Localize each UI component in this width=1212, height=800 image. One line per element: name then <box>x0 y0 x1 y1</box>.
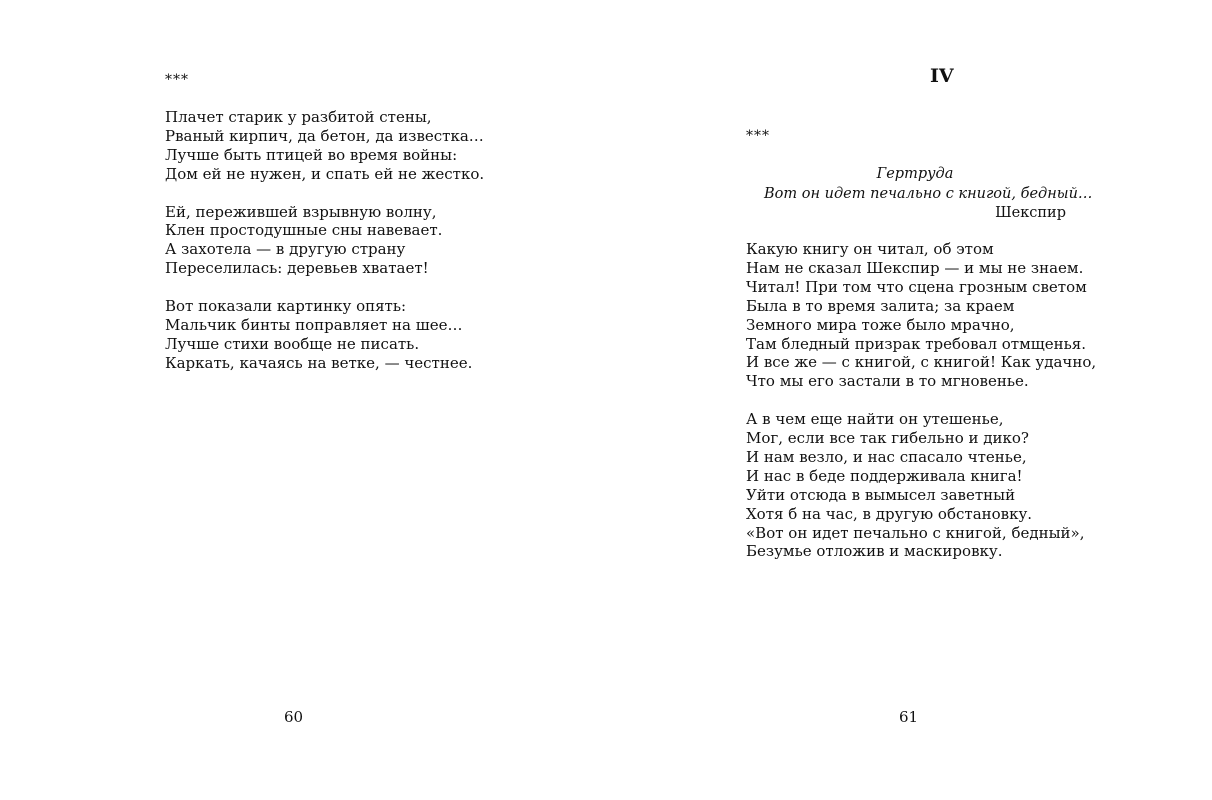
poem <box>165 108 484 373</box>
poem-line: Безумье отложив и маскировку. <box>746 542 1003 561</box>
poem-line: Вот показали картинку опять: <box>165 297 407 316</box>
stanza <box>165 297 484 373</box>
stanza <box>746 410 1096 561</box>
epigraph-quote: Вот он идет печально с книгой, бедный… <box>764 185 1093 202</box>
poem-line: Читал! При том что сцена грозным светом <box>746 277 1087 296</box>
poem-line: Лучше стихи вообще не писать. <box>165 334 420 353</box>
poem-line: Плачет старик у разбитой стены, <box>165 108 432 126</box>
poem-line: Хотя б на час, в другую обстановку. <box>746 504 1033 523</box>
page-number: 61 <box>899 708 919 726</box>
poem-line: Что мы его застали в то мгновенье. <box>746 372 1029 391</box>
stanza <box>746 240 1096 391</box>
poem-line: Клен простодушные сны навевает. <box>165 221 443 240</box>
poem-line: И нам везло, и нас спасало чтенье, <box>746 447 1027 466</box>
poem <box>746 240 1096 561</box>
page-number: 60 <box>284 708 304 726</box>
stanza <box>165 108 484 184</box>
section-separator: *** <box>746 128 770 144</box>
poem-line: Земного мира тоже было мрачно, <box>746 315 1015 334</box>
poem-line: Какую книгу он читал, об этом <box>746 240 994 258</box>
poem-line: Нам не сказал Шекспир — и мы не знаем. <box>746 258 1084 277</box>
poem-line: И нас в беде поддерживала книга! <box>746 466 1023 485</box>
poem-line: А в чем еще найти он утешенье, <box>746 410 1004 429</box>
poem-line: Переселилась: деревьев хватает! <box>165 259 429 278</box>
poem-line: Мог, если все так гибельно и дико? <box>746 429 1029 448</box>
poem-line: Там бледный призрак требовал отмщенья. <box>746 334 1086 353</box>
poem-line: Лучше быть птицей во время войны: <box>165 145 458 164</box>
poem-line: Рваный кирпич, да бетон, да известка… <box>165 126 484 145</box>
epigraph-speaker: Гертруда <box>876 166 954 182</box>
poem-line: Каркать, качаясь на ветке, — честнее. <box>165 353 473 372</box>
section-separator: *** <box>165 72 189 88</box>
epigraph <box>764 165 1093 224</box>
poem-line: Мальчик бинты поправляет на шее… <box>165 315 463 334</box>
poem-line: Была в то время залита; за краем <box>746 296 1015 315</box>
chapter-title: IV <box>930 65 954 87</box>
poem-line: «Вот он идет печально с книгой, бедный», <box>746 523 1085 542</box>
poem-line: А захотела — в другую страну <box>165 240 406 259</box>
poem-line: Дом ей не нужен, и спать ей не жестко. <box>165 164 485 183</box>
epigraph-author: Шекспир <box>995 205 1066 221</box>
poem-line: Уйти отсюда в вымысел заветный <box>746 485 1016 504</box>
stanza <box>165 203 484 279</box>
right-page <box>606 0 1212 800</box>
poem-line: И все же — с книгой, с книгой! Как удачно, <box>746 353 1097 372</box>
poem-line: Ей, пережившей взрывную волну, <box>165 202 437 221</box>
